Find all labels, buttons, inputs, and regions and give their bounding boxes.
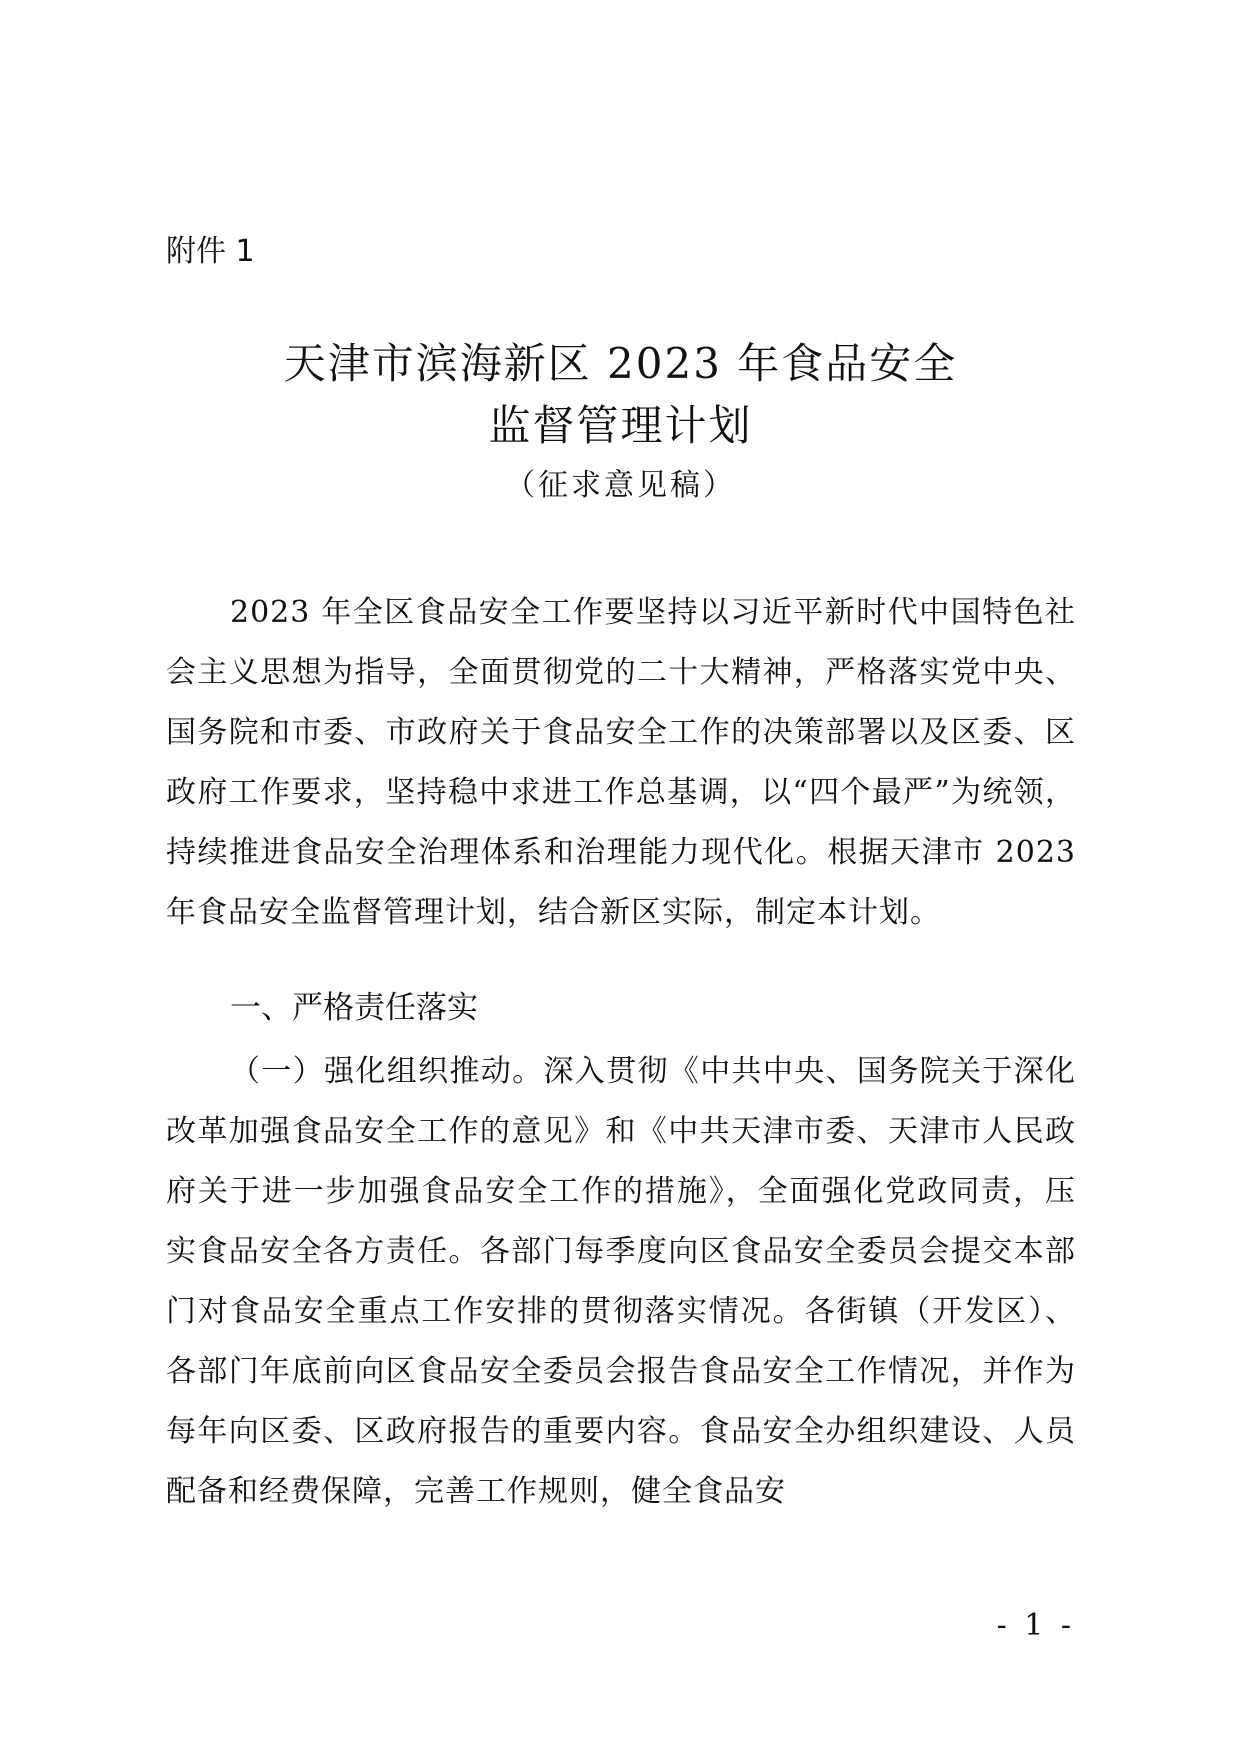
intro-paragraph: 2023 年全区食品安全工作要坚持以习近平新时代中国特色社会主义思想为指导，全面贯彻党的二十大精神，严格落实党中央、国务院和市委、市政府关于食品安全工作的决策部署以及区委、区政府工作要求，坚持稳中求进工作总基调，以“四个最严”为统领，持续推进食品安全治理体系和治理能力现代化。根据天津市 2023 年食品安全监督管理计划，结合新区实际，制定本计划。 <box>166 595 1076 930</box>
section-paragraph: （一）强化组织推动。深入贯彻《中共中央、国务院关于深化改革加强食品安全工作的意见》和《中共天津市委、天津市人民政府关于进一步加强食品安全工作的措施》，全面强化党政同责，压实食品安全各方责任。各部门每季度向区食品安全委员会提交本部门对食品安全重点工作安排的贯彻落实情况。各街镇（开发区）、各部门年底前向区食品安全委员会报告食品安全工作情况，并作为每年向区委、区政府报告的重要内容。食品安全办组织建设、人员配备和经费保障，完善工作规则，健全食品安 <box>166 1054 1076 1509</box>
document-title-line-2: 监督管理计划 <box>488 401 753 450</box>
section-heading: 一、严格责任落实 <box>230 990 478 1026</box>
page-number: - 1 - <box>996 1608 1075 1643</box>
document-subtitle: （征求意见稿） <box>505 468 736 503</box>
attachment-label: 附件 1 <box>166 234 255 269</box>
document-title-line-1: 天津市滨海新区 2023 年食品安全 <box>283 339 958 388</box>
